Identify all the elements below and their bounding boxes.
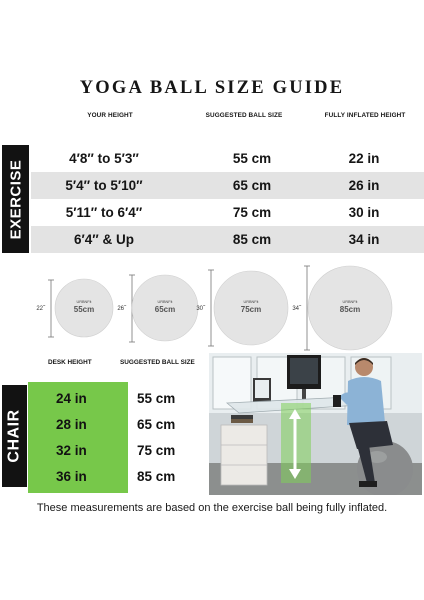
- ball-height-label: 22˝: [36, 306, 45, 312]
- header-fully-inflated-height: FULLY INFLATED HEIGHT: [324, 112, 406, 119]
- ball-size-label: 75cm: [240, 305, 262, 314]
- ball-size: 55 cm: [137, 391, 176, 406]
- ball-size-label: 85cm: [339, 305, 361, 314]
- ball-height-label: 26˝: [117, 306, 126, 312]
- ball-55: [36, 279, 113, 337]
- inflated-height: 22 in: [348, 151, 380, 166]
- ball-size-illustration: [0, 258, 424, 358]
- ball-size-label: 55cm: [73, 305, 95, 314]
- ball-height-label: 34˝: [292, 306, 301, 312]
- desk-height: 28 in: [56, 417, 87, 432]
- header-desk-height: DESK HEIGHT: [48, 359, 92, 366]
- ball-size: 75 cm: [137, 443, 176, 458]
- chair-tab: [2, 385, 27, 487]
- ball-size-label: 65cm: [154, 305, 176, 314]
- ball-brand: URBNFit: [243, 300, 259, 304]
- desk-height: 36 in: [56, 469, 87, 484]
- ball-size: 85 cm: [232, 232, 272, 247]
- ball-85: [292, 266, 392, 350]
- exercise-row: [31, 145, 424, 172]
- header-suggested-ball-size: SUGGESTED BALL SIZE: [205, 112, 283, 119]
- chair-tab-label: CHAIR: [5, 409, 23, 463]
- ball-brand: URBNFit: [342, 300, 358, 304]
- inflated-height: 26 in: [348, 178, 380, 193]
- exercise-row: [31, 172, 424, 199]
- chair-row: [28, 465, 208, 491]
- desk-height: 24 in: [56, 391, 87, 406]
- desk-height: 32 in: [56, 443, 87, 458]
- ball-brand: URBNFit: [76, 300, 92, 304]
- ball-size: 75 cm: [232, 205, 272, 220]
- height-range: 5′4″ to 5′10″: [65, 178, 143, 193]
- ball-65: [117, 275, 198, 342]
- page-title: YOGA BALL SIZE GUIDE: [79, 78, 345, 98]
- ball-size: 65 cm: [137, 417, 176, 432]
- exercise-row: [31, 199, 424, 226]
- office-photo: [209, 353, 422, 495]
- chair-row: [28, 439, 208, 465]
- exercise-row: [31, 226, 424, 253]
- exercise-tab-label: EXERCISE: [7, 159, 25, 239]
- ball-size: 55 cm: [232, 151, 272, 166]
- ball-75: [196, 270, 288, 346]
- exercise-tab: [2, 145, 29, 253]
- chair-row: [28, 387, 208, 413]
- height-range: 6′4″ & Up: [74, 232, 134, 247]
- footer-note: These measurements are based on the exercise ball being fully inflated.: [36, 502, 388, 514]
- header-your-height: YOUR HEIGHT: [87, 112, 133, 119]
- height-range: 4′8″ to 5′3″: [69, 151, 139, 166]
- ball-diagram: [0, 258, 424, 358]
- height-range: 5′11″ to 6′4″: [65, 205, 143, 220]
- ball-size: 85 cm: [137, 469, 176, 484]
- header-chair-suggested-ball-size: SUGGESTED BALL SIZE: [120, 359, 195, 366]
- ball-brand: URBNFit: [157, 300, 173, 304]
- ball-height-label: 30˝: [196, 306, 205, 312]
- ball-size: 65 cm: [232, 178, 272, 193]
- inflated-height: 34 in: [348, 232, 380, 247]
- man-on-ball-at-desk-illustration: [209, 353, 422, 495]
- inflated-height: 30 in: [348, 205, 380, 220]
- chair-row: [28, 413, 208, 439]
